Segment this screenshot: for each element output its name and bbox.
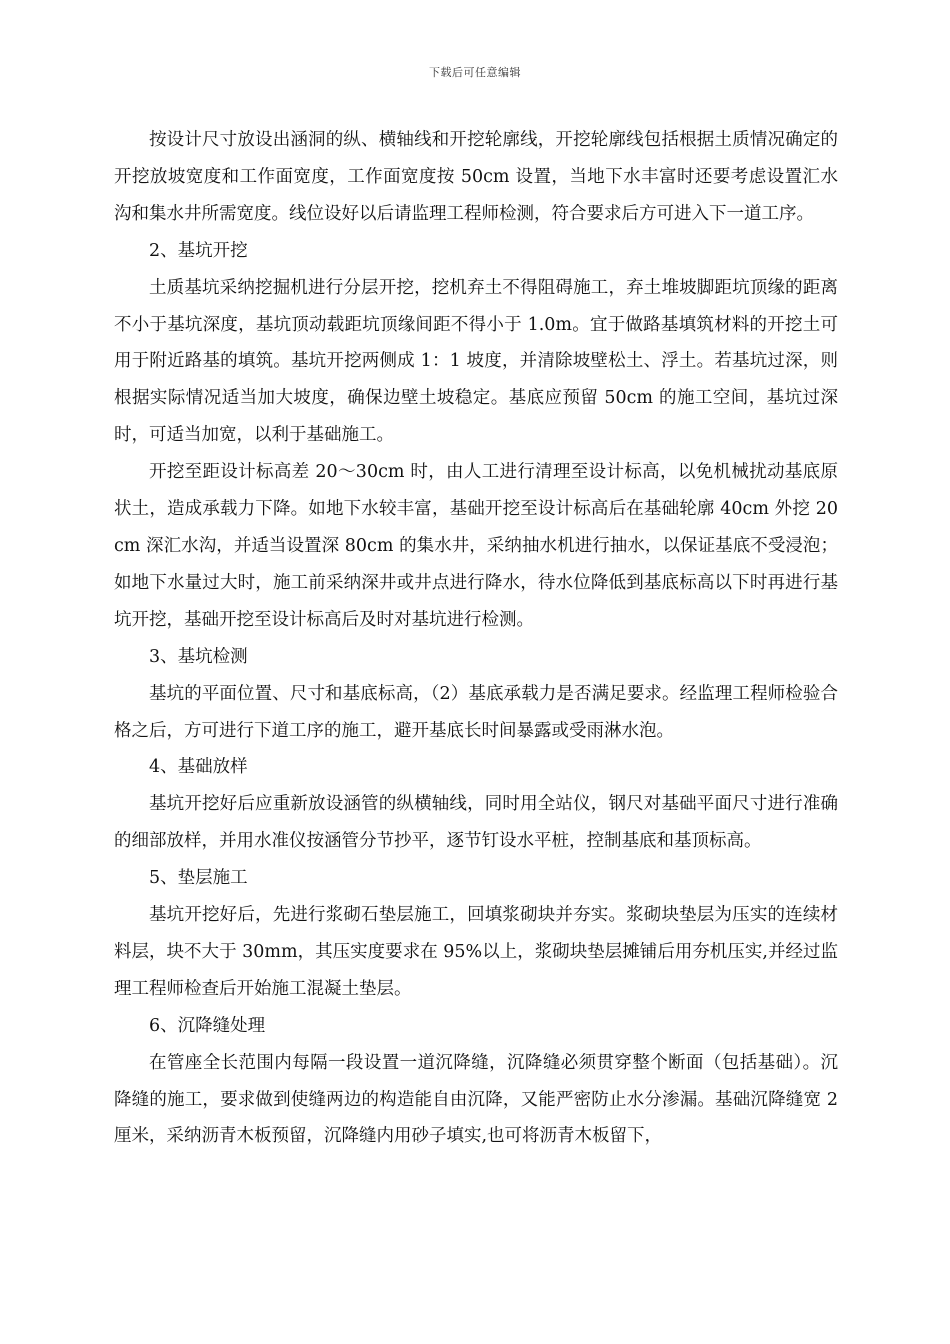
paragraph-layout: 按设计尺寸放设出涵洞的纵、横轴线和开挖轮廓线，开挖轮廓线包括根据土质情况确定的开挖放坡宽度和工作面宽度，工作面宽度按 50cm 设置，当地下水丰富时还要考虑设置汇水沟和集水井所需宽度。线位设好以后请监理工程师检测，符合要求后方可进入下一道工序。 [114, 130, 838, 224]
paragraph-inspection: 基坑的平面位置、尺寸和基底标高，（2）基底承载力是否满足要求。经监理工程师检验合格之后，方可进行下道工序的施工，避开基底长时间暴露或受雨淋水泡。 [114, 683, 838, 741]
paragraph-settlement-joint: 在管座全长范围内每隔一段设置一道沉降缝，沉降缝必须贯穿整个断面（包括基础）。沉降缝的施工，要求做到使缝两边的构造能自由沉降，又能严密防止水分渗漏。基础沉降缝宽 2 厘米，采纳沥青木板预留，沉降缝内用砂子填实,也可将沥青木板留下， [114, 1052, 838, 1147]
page-header: 下载后可任意编辑 [429, 66, 521, 79]
section-heading-excavation: 2、基坑开挖 [149, 240, 248, 261]
paragraph-cushion: 基坑开挖好后，先进行浆砌石垫层施工，回填浆砌块并夯实。浆砌块垫层为压实的连续材料层，块不大于 30mm，其压实度要求在 95%以上，浆砌块垫层摊铺后用夯机压实,并经过监理工程师检查后开始施工混凝土垫层。 [114, 905, 838, 999]
document-body [114, 122, 838, 1155]
section-heading-cushion: 5、垫层施工 [149, 868, 248, 889]
section-heading-settlement-joint: 6、沉降缝处理 [149, 1015, 266, 1036]
section-heading-staking: 4、基础放样 [149, 757, 248, 778]
section-heading-inspection: 3、基坑检测 [149, 646, 248, 667]
paragraph-excavation-depth: 开挖至距设计标高差 20～30cm 时，由人工进行清理至设计标高，以免机械扰动基底原状土，造成承载力下降。如地下水较丰富，基础开挖至设计标高后在基础轮廓 40cm 外挖 20cm 深汇水沟，并适当设置深 80cm 的集水井，采纳抽水机进行抽水，以保证基底不受浸泡；如地下水量过大时，施工前采纳深井或井点进行降水，待水位降低到基底标高以下时再进行基坑开挖，基础开挖至设计标高后及时对基坑进行检测。 [114, 462, 838, 630]
paragraph-staking: 基坑开挖好后应重新放设涵管的纵横轴线，同时用全站仪，钢尺对基础平面尺寸进行准确的细部放样，并用水准仪按涵管分节抄平，逐节钉设水平桩，控制基底和基顶标高。 [114, 794, 838, 852]
paragraph-excavation: 土质基坑采纳挖掘机进行分层开挖，挖机弃土不得阻碍施工，弃土堆坡脚距坑顶缘的距离不小于基坑深度，基坑顶动载距坑顶缘间距不得小于 1.0m。宜于做路基填筑材料的开挖土可用于附近路基的填筑。基坑开挖两侧成 1：1 坡度，并清除坡壁松土、浮土。若基坑过深，则根据实际情况适当加大坡度，确保边壁土坡稳定。基底应预留 50cm 的施工空间，基坑过深时，可适当加宽，以利于基础施工。 [114, 277, 838, 446]
